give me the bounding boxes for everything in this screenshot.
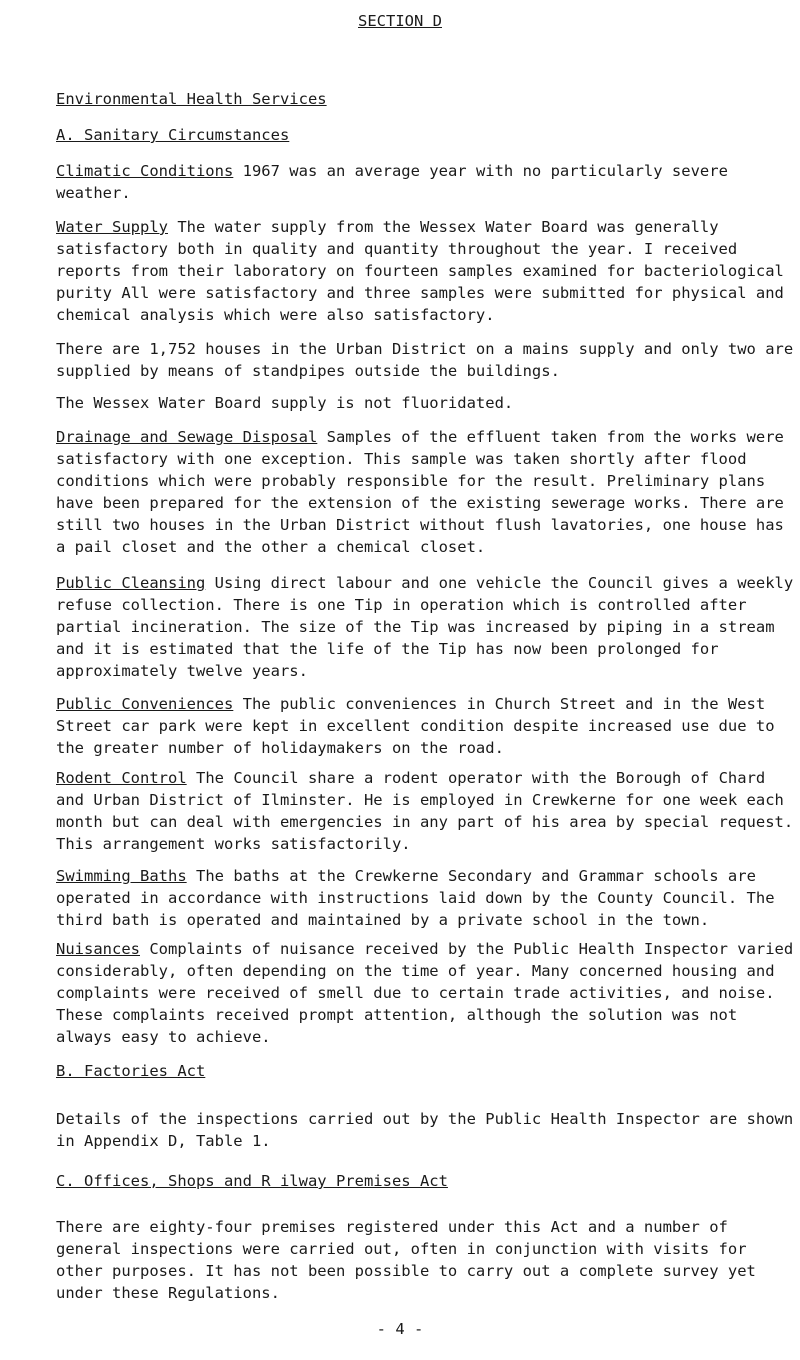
paragraph-lead: Climatic Conditions (56, 162, 234, 180)
paragraph-factories (56, 1108, 796, 1152)
paragraph-conveniences (56, 693, 796, 759)
paragraph-lead: Public Conveniences (56, 695, 234, 713)
paragraph-cleansing (56, 572, 796, 682)
paragraph-water-supply (56, 216, 796, 326)
paragraph-text: The public conveniences in Church Street and in the West Street car park were kept in excellent condition despite increased use due to the greater number of holidaymakers on the road. (56, 695, 775, 757)
paragraph-text: Complaints of nuisance received by the Public Health Inspector varied considerably, often depending on the time of year. Many concerned housing and complaints were received of smell due to certain trade activities, and noise. These complaints received prompt attention, although the solution was not always easy to achieve. (56, 940, 794, 1046)
subsection-b-heading: B. Factories Act (56, 1062, 206, 1080)
paragraph-text: There are eighty-four premises registered under this Act and a number of general inspections were carried out, often in conjunction with visits for other purposes. It has not been possible to carry out a complete survey yet under these Regulations. (56, 1218, 756, 1302)
paragraph-climatic (56, 160, 796, 204)
paragraph-text: Details of the inspections carried out by the Public Health Inspector are shown in Appendix D, Table 1. (56, 1110, 794, 1150)
paragraph-text: Samples of the effluent taken from the works were satisfactory with one exception. This sample was taken shortly after flood conditions which were probably responsible for the result. Preliminary plans have been prepared for the extension of the existing sewerage works. There are still two houses in the Urban District without flush lavatories, one house has a pail closet and the other a chemical closet. (56, 428, 784, 556)
subsection-a-heading: A. Sanitary Circumstances (56, 126, 290, 144)
paragraph-houses (56, 338, 796, 382)
paragraph-swimming (56, 865, 796, 931)
paragraph-fluoride (56, 392, 796, 414)
subsection-c-heading: C. Offices, Shops and R ilway Premises Act (56, 1172, 448, 1190)
paragraph-lead: Nuisances (56, 940, 140, 958)
paragraph-text: 1967 was an average year with no particularly severe weather. (56, 162, 728, 202)
page-number: - 4 - (376, 1320, 424, 1338)
paragraph-rodent (56, 767, 796, 855)
paragraph-offices (56, 1216, 796, 1304)
paragraph-drainage (56, 426, 796, 558)
paragraph-lead: Rodent Control (56, 769, 187, 787)
paragraph-lead: Water Supply (56, 218, 168, 236)
paragraph-lead: Public Cleansing (56, 574, 206, 592)
paragraph-text: The water supply from the Wessex Water Board was generally satisfactory both in quality and quantity throughout the year. I received reports from their laboratory on fourteen samples examined for bacteriological purity All were satisfactory and three samples were submitted for physical and chemical analysis which were also satisfactory. (56, 218, 784, 324)
paragraph-text: The baths at the Crewkerne Secondary and Grammar schools are operated in accordance with instructions laid down by the County Council. The third bath is operated and maintained by a private school in the town. (56, 867, 775, 929)
paragraph-lead: Swimming Baths (56, 867, 187, 885)
section-title: SECTION D (358, 12, 442, 30)
paragraph-text: The Council share a rodent operator with the Borough of Chard and Urban District of Ilminster. He is employed in Crewkerne for one week each month but can deal with emergencies in any part of his area by special request. This arrangement works satisfactorily. (56, 769, 794, 853)
main-heading: Environmental Health Services (56, 90, 327, 108)
paragraph-text: Using direct labour and one vehicle the Council gives a weekly refuse collection. There is one Tip in operation which is controlled after partial incineration. The size of the Tip was increased by piping in a stream and it is estimated that the life of the Tip has now been prolonged for approximately twelve years. (56, 574, 794, 680)
paragraph-lead: Drainage and Sewage Disposal (56, 428, 318, 446)
paragraph-nuisances (56, 938, 796, 1048)
paragraph-text: There are 1,752 houses in the Urban District on a mains supply and only two are supplied by means of standpipes outside the buildings. (56, 340, 794, 380)
paragraph-text: The Wessex Water Board supply is not fluoridated. (56, 394, 514, 412)
